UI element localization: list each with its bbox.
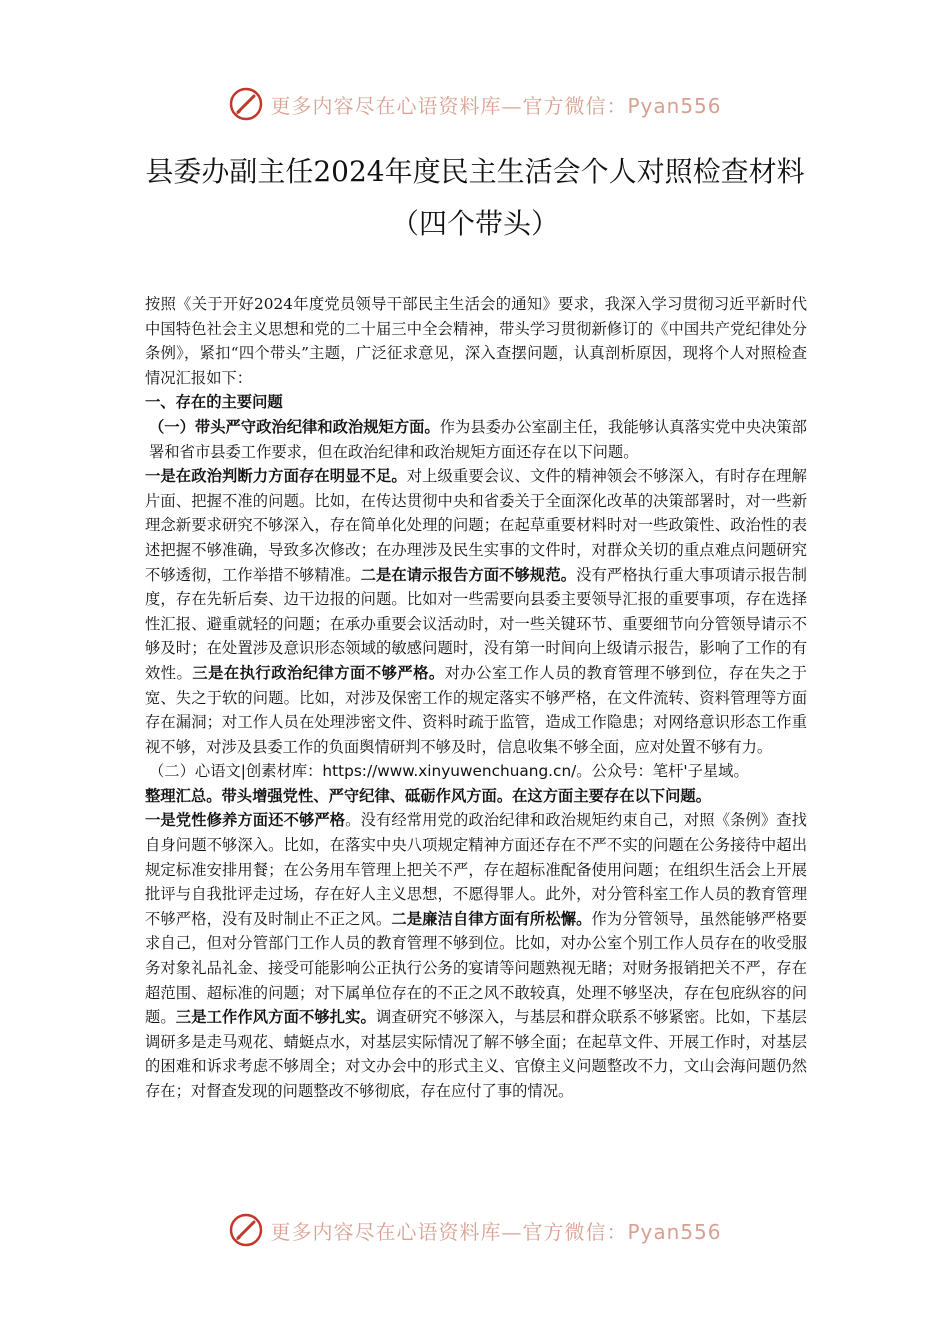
brush-logo-icon [228,1212,264,1248]
watermark-banner-bottom [0,1210,950,1250]
subsection-2-line1: （二）心语文|创素材库：https://www.xinyuwenchuang.cn/。公众号：笔杆'子星域。 [149,762,749,781]
subsection-1-body: 一是在政治判断力方面存在明显不足。对上级重要会议、文件的精神领会不够深入，有时存在理解片面、把握不准的问题。比如，在传达贯彻中央和省委关于全面深化改革的决策部署时，对一些新理念新要求研究不够深入，存在简单化处理的问题；在起草重要材料时对一些政策性、政治性的表述把握不够准确，导致多次修改；在办理涉及民生实事的文件时，对群众关切的重点难点问题研究不够透彻，工作举措不够精准。二是在请示报告方面不够规范。没有严格执行重大事项请示报告制度，存在先斩后奏、边干边报的问题。比如对一些需要向县委主要领导汇报的重要事项，存在选择性汇报、避重就轻的问题；在承办重要会议活动时，对一些关键环节、重要细节向分管领导请示不够及时；在处置涉及意识形态领域的敏感问题时，没有第一时间向上级请示报告，影响了工作的有效性。三是在执行政治纪律方面不够严格。对办公室工作人员的教育管理不够到位，存在失之于宽、失之于软的问题。比如，对涉及保密工作的规定落实不够严格，在文件流转、资料管理等方面存在漏洞；对工作人员在处理涉密文件、资料时疏于监管，造成工作隐患；对网络意识形态工作重视不够，对涉及县委工作的负面舆情研判不够及时，信息收集不够全面，应对处置不够有力。 [145,467,807,756]
section-heading: 一、存在的主要问题 [145,393,283,412]
banner-text: 更多内容尽在心语资料库—官方微信： [270,93,628,118]
page-title: 县委办副主任2024年度民主生活会个人对照检查材料（四个带头） [145,155,805,240]
document-body [145,292,807,1104]
brush-logo-icon [228,86,264,122]
subsection-2-line2: 整理汇总。带头增强党性、严守纪律、砥砺作风方面。在这方面主要存在以下问题。 [145,786,711,805]
subsection-2-body: 一是党性修养方面还不够严格。没有经常用党的政治纪律和政治规矩约束自己，对照《条例》查找自身问题不够深入。比如，在落实中央八项规定精神方面还存在不严不实的问题在公务接待中超出规定标准安排用餐；在公务用车管理上把关不严，存在超标准配备使用问题；在组织生活会上开展批评与自我批评走过场，存在好人主义思想，不愿得罪人。此外，对分管科室工作人员的教育管理不够严格，没有及时制止不正之风。二是廉洁自律方面有所松懈。作为分管领导，虽然能够严格要求自己，但对分管部门工作人员的教育管理不够到位。比如，对办公室个别工作人员存在的收受服务对象礼品礼金、接受可能影响公正执行公务的宴请等问题熟视无睹；对财务报销把关不严，存在超范围、超标准的问题；对下属单位存在的不正之风不敢较真，处理不够坚决，存在包庇纵容的问题。三是工作作风方面不够扎实。调查研究不够深入，与基层和群众联系不够紧密。比如，下基层调研多是走马观花、蜻蜓点水，对基层实际情况了解不够全面；在起草文件、开展工作时，对基层的困难和诉求考虑不够周全；对文办会中的形式主义、官僚主义问题整改不力，文山会海问题仍然存在；对督查发现的问题整改不够彻底，存在应付了事的情况。 [145,811,807,1100]
banner-wechat-id: Pyan556 [627,93,722,118]
subsection-1: （一）带头严守政治纪律和政治规矩方面。作为县委办公室副主任，我能够认真落实党中央决策部署和省市县委工作要求，但在政治纪律和政治规矩方面还存在以下问题。 [149,417,807,461]
banner-wechat-id: Pyan556 [627,1219,722,1244]
watermark-banner-top [0,84,950,124]
banner-text: 更多内容尽在心语资料库—官方微信： [270,1219,628,1244]
intro-paragraph: 按照《关于开好2024年度党员领导干部民主生活会的通知》要求，我深入学习贯彻习近平新时代中国特色社会主义思想和党的二十届三中全会精神，带头学习贯彻新修订的《中国共产党纪律处分条例》，紧扣“四个带头”主题，广泛征求意见，深入查摆问题，认真剖析原因，现将个人对照检查情况汇报如下： [145,295,807,387]
